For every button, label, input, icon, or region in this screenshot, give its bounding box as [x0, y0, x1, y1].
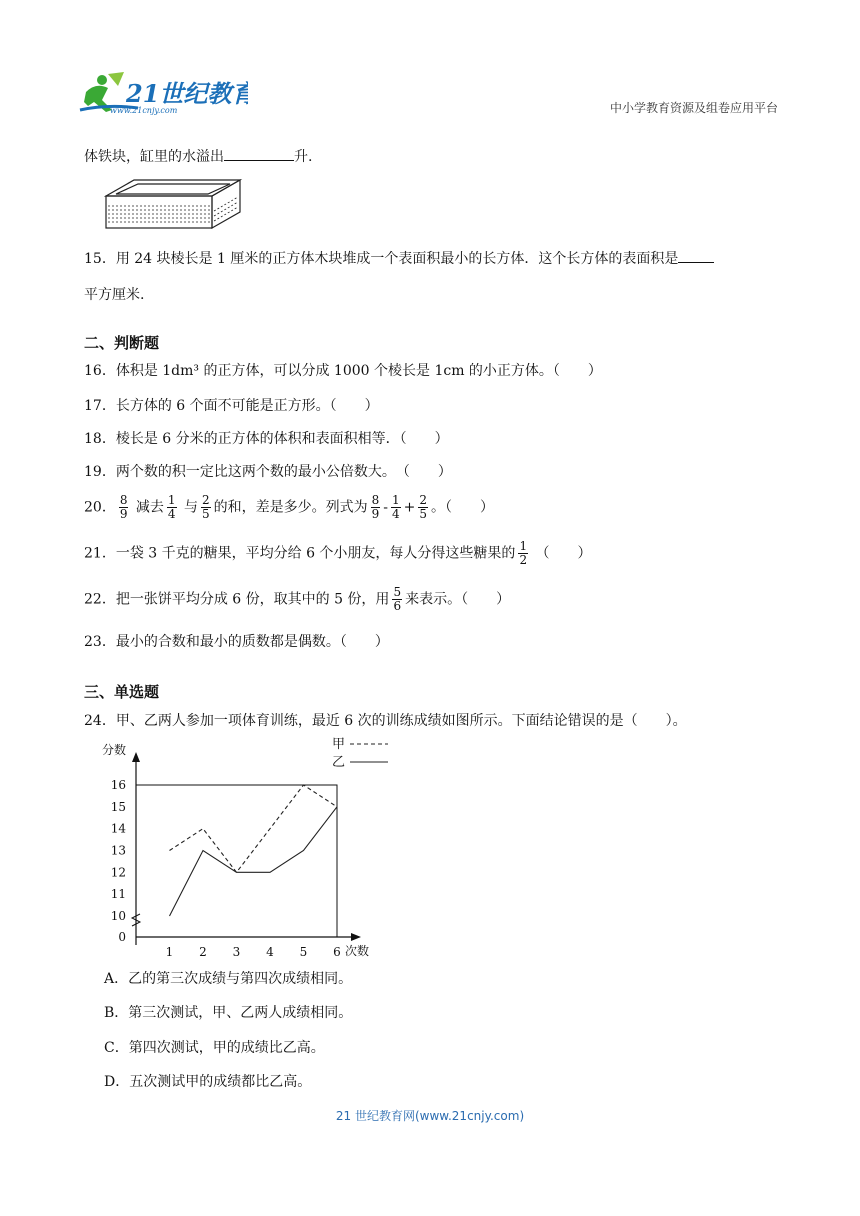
q14-unit: 升. — [294, 149, 313, 165]
q14-answer-blank[interactable] — [224, 146, 294, 161]
question-23: 23．最小的合数和最小的质数都是偶数。（ ） — [84, 634, 389, 650]
q21-fraction: $\frac{1}{2}$ — [519, 539, 528, 567]
q20-op-plus: + — [403, 499, 416, 516]
legend-label-jia: 甲 — [332, 737, 346, 752]
q20-op-minus: - — [383, 499, 389, 516]
q20-fraction-3: $\frac{2}{5}$ — [202, 493, 210, 521]
y-axis-label: 分数 — [102, 743, 127, 757]
score-line-chart — [96, 732, 396, 962]
q21-end: （ ） — [535, 545, 592, 562]
question-20 — [84, 494, 494, 521]
series-line-jia — [170, 785, 338, 872]
q15-line1 — [84, 248, 714, 268]
q22-fraction: $\frac{5}{6}$ — [393, 585, 402, 613]
q15-text: 15．用 24 块棱长是 1 厘米的正方体木块堆成一个表面积最小的长方体．这个长方体的表面积是 — [84, 251, 679, 267]
q15-answer-blank[interactable] — [678, 248, 714, 263]
x-tick-label: 2 — [199, 945, 207, 959]
q14-tail-line — [84, 146, 312, 166]
q20-minus-word: 减去 — [135, 499, 164, 516]
q21-text: 21．一袋 3 千克的糖果，平均分给 6 个小朋友，每人分得这些糖果的 — [84, 545, 516, 562]
y-tick-label: 11 — [110, 887, 126, 902]
question-18: 18．棱长是 6 分米的正方体的体积和表面积相等．（ ） — [84, 431, 449, 447]
x-tick-label: 4 — [266, 945, 274, 959]
q22-text: 22．把一张饼平均分成 6 份，取其中的 5 份，用 — [84, 591, 390, 608]
q20-fraction-6: $\frac{2}{5}$ — [419, 493, 428, 521]
question-16: 16．体积是 1dm³ 的正方体，可以分成 1000 个棱长是 1cm 的小正方体。（ ） — [84, 363, 602, 379]
site-logo[interactable] — [78, 70, 248, 116]
q15-line2: 平方厘米. — [84, 287, 145, 303]
option-b[interactable]: B．第三次测试，甲、乙两人成绩相同。 — [104, 1005, 353, 1021]
y-tick-label: 14 — [110, 821, 126, 836]
footer-source[interactable]: 21 世纪教育网(www.21cnjy.com) — [335, 1109, 525, 1123]
platform-name: 中小学教育资源及组卷应用平台 — [609, 101, 778, 115]
option-c[interactable]: C．第四次测试，甲的成绩比乙高。 — [104, 1040, 325, 1056]
axis-break-icon — [132, 914, 140, 926]
question-24: 24．甲、乙两人参加一项体育训练，最近 6 次的训练成绩如图所示。下面结论错误的是（ ）。 — [84, 713, 687, 729]
logo-url: www.21cnjy.com — [110, 106, 178, 115]
q20-fraction-5: $\frac{1}{4}$ — [392, 493, 400, 521]
x-tick-label: 3 — [232, 945, 241, 959]
x-axis-label: 次数 — [345, 944, 370, 958]
section-choice-title: 三、单选题 — [84, 683, 160, 701]
y-tick-label: 15 — [110, 799, 126, 814]
q20-fraction-2: $\frac{1}{4}$ — [167, 493, 176, 521]
series-line-yi — [170, 807, 338, 916]
y-tick-label: 0 — [118, 930, 126, 944]
q20-and-word: 与 — [184, 499, 199, 516]
y-tick-label: 16 — [110, 778, 126, 792]
question-19: 19．两个数的积一定比这两个数的最小公倍数大。 （ ） — [84, 464, 452, 480]
question-22 — [84, 586, 510, 613]
q14-text: 体铁块，缸里的水溢出 — [84, 149, 224, 165]
y-tick-label: 10 — [110, 909, 126, 923]
q20-number: 20． — [84, 499, 116, 516]
plot-frame — [136, 785, 337, 937]
question-17: 17．长方体的 6 个面不可能是正方形。（ ） — [84, 398, 379, 414]
option-a[interactable]: A．乙的第三次成绩与第四次成绩相同。 — [104, 971, 353, 987]
y-axis-arrow-icon — [132, 752, 140, 762]
legend-label-yi: 乙 — [332, 755, 346, 770]
water-tank-figure — [104, 176, 244, 232]
q20-end: 。（ ） — [431, 499, 495, 516]
x-tick-label: 5 — [299, 945, 308, 959]
q20-fraction-4: $\frac{8}{9}$ — [371, 493, 380, 521]
x-tick-label: 6 — [333, 945, 341, 959]
question-21 — [84, 540, 592, 567]
y-tick-label: 12 — [110, 865, 126, 880]
q20-fraction-1: $\frac{8}{9}$ — [119, 493, 128, 521]
q20-mid-text: 的和，差是多少。列式为 — [213, 499, 368, 516]
q22-end: 来表示。（ ） — [405, 591, 511, 608]
runner-logo-icon — [78, 70, 248, 116]
y-tick-label: 13 — [110, 843, 126, 858]
x-axis-arrow-icon — [351, 933, 361, 941]
option-d[interactable]: D．五次测试甲的成绩都比乙高。 — [104, 1074, 312, 1090]
section-judge-title: 二、判断题 — [84, 334, 160, 352]
logo-text: 21世纪教育 — [126, 79, 248, 108]
x-tick-label: 1 — [165, 945, 174, 959]
